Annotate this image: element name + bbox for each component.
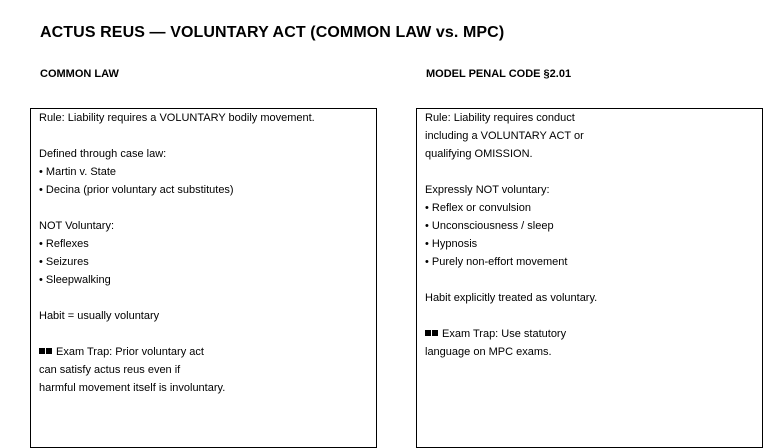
- warning-squares-icon: [39, 343, 53, 361]
- mpc-heading: MODEL PENAL CODE §2.01: [426, 68, 572, 80]
- exam-trap-line: [39, 343, 368, 361]
- common-law-rule: Rule: Liability requires a VOLUNTARY bodily movement.: [39, 112, 315, 124]
- spacer: [39, 199, 368, 217]
- defined-heading: Defined through case law:: [39, 148, 167, 160]
- common-law-heading: COMMON LAW: [40, 68, 119, 80]
- not-voluntary-heading: NOT Voluntary:: [39, 220, 114, 232]
- spacer: [39, 325, 368, 343]
- mpc-not-voluntary-item: • Reflex or convulsion: [425, 202, 531, 214]
- mpc-rule-line: including a VOLUNTARY ACT or: [425, 130, 584, 142]
- exam-trap-text: Exam Trap: Prior voluntary act: [56, 346, 204, 358]
- mpc-box: [416, 108, 763, 448]
- mpc-rule-line: Rule: Liability requires conduct: [425, 112, 575, 124]
- exam-trap-line: harmful movement itself is involuntary.: [39, 382, 226, 394]
- not-voluntary-item: • Reflexes: [39, 238, 89, 250]
- mpc-not-voluntary-item: • Hypnosis: [425, 238, 478, 250]
- mpc-exam-trap-line: [425, 325, 754, 343]
- mpc-rule-line: qualifying OMISSION.: [425, 148, 533, 160]
- page-title: ACTUS REUS — VOLUNTARY ACT (COMMON LAW vs. MPC): [40, 24, 505, 41]
- mpc-exam-trap-text: Exam Trap: Use statutory: [442, 328, 567, 340]
- mpc-not-voluntary-item: • Unconsciousness / sleep: [425, 220, 554, 232]
- mpc-exam-trap-line: language on MPC exams.: [425, 346, 552, 358]
- not-voluntary-item: • Seizures: [39, 256, 89, 268]
- exam-trap-line: can satisfy actus reus even if: [39, 364, 181, 376]
- common-law-box: [30, 108, 377, 448]
- spacer: [39, 127, 368, 145]
- mpc-habit-note: Habit explicitly treated as voluntary.: [425, 292, 598, 304]
- spacer: [425, 163, 754, 181]
- warning-squares-icon: [425, 325, 439, 343]
- not-voluntary-item: • Sleepwalking: [39, 274, 111, 286]
- mpc-not-voluntary-item: • Purely non-effort movement: [425, 256, 568, 268]
- case-item: • Decina (prior voluntary act substitutes): [39, 184, 234, 196]
- case-item: • Martin v. State: [39, 166, 117, 178]
- habit-note: Habit = usually voluntary: [39, 310, 160, 322]
- spacer: [425, 307, 754, 325]
- mpc-not-voluntary-heading: Expressly NOT voluntary:: [425, 184, 550, 196]
- spacer: [39, 289, 368, 307]
- spacer: [425, 271, 754, 289]
